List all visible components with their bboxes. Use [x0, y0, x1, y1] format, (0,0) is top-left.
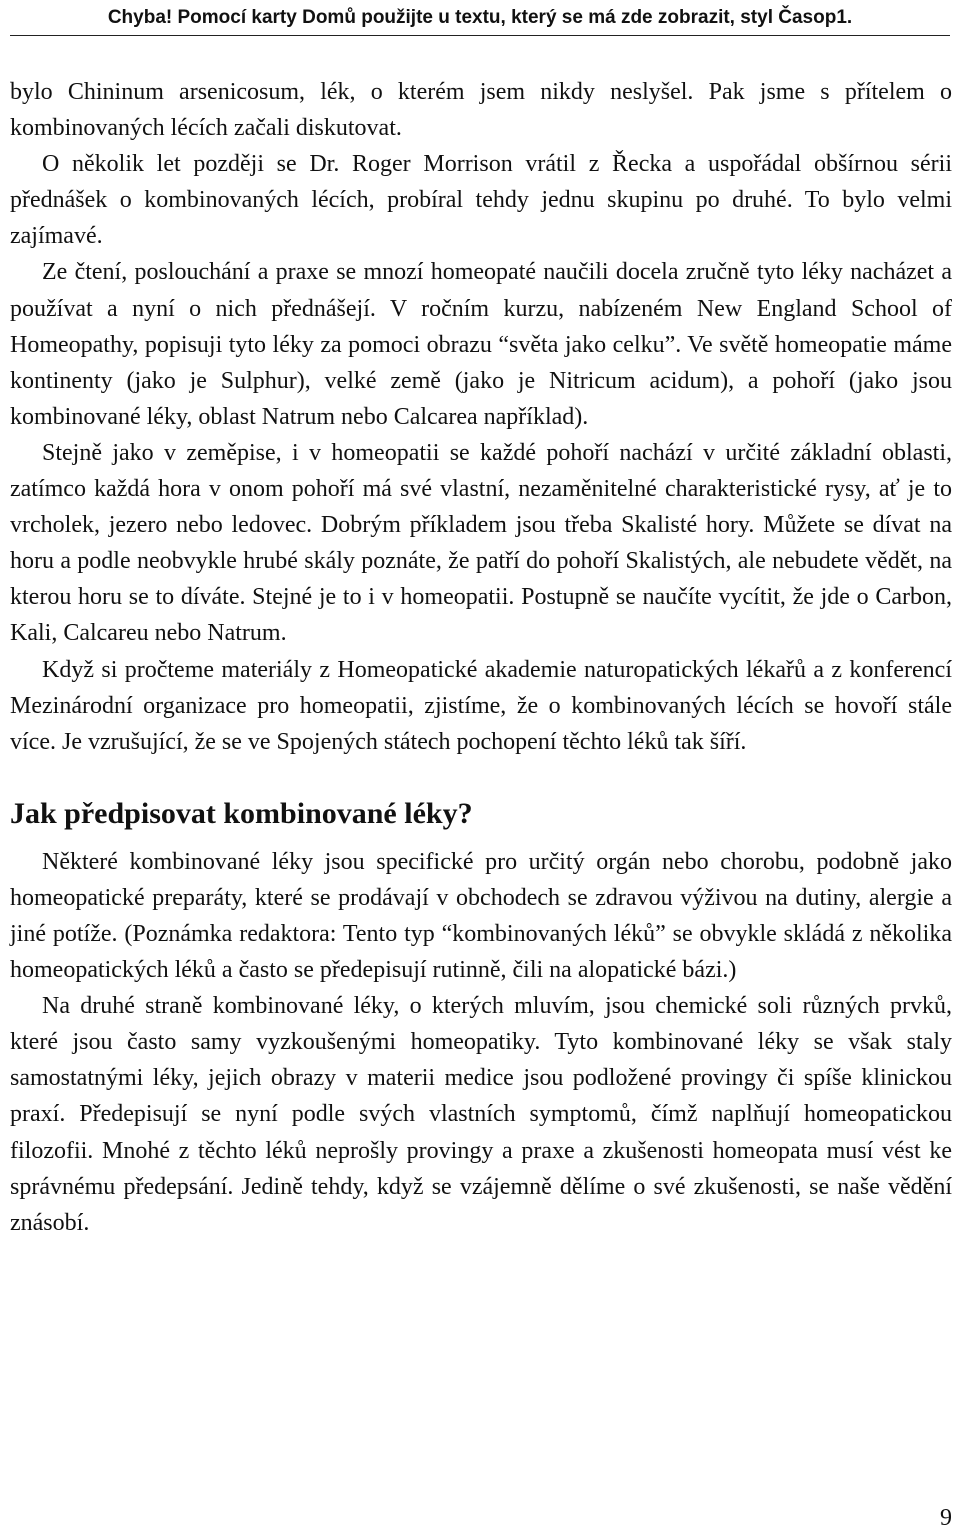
section-paragraph: Některé kombinované léky jsou specifické pro určitý orgán nebo chorobu, podobně jako homeopatické preparáty, které se prodávají v obchodech se zdravou výživou na dutiny, alergie a jiné potíže. (Poznámka redaktora: Tento typ “kombinovaných léků” se obvykle skládá z několika homeopatických léků a často se předepisují rutinně, čili na alopatické bázi.) — [10, 848, 952, 984]
document-body — [10, 74, 952, 1241]
page-number: 9 — [940, 1505, 952, 1531]
paragraph: Když si pročteme materiály z Homeopatické akademie naturopatických lékařů a z konferencí Mezinárodní organizace pro homeopatii, zjistíme, že o kombinovaných lécích se hovoří stále více. Je vzrušující, že se ve Spojených státech pochopení těchto léků tak šíří. — [10, 656, 952, 755]
paragraph: Ze čtení, poslouchání a praxe se mnozí homeopaté naučili docela zručně tyto léky nacházet a používat a nyní o nich přednášejí. V ročním kurzu, nabízeném New England School of Homeopathy, popisuji tyto léky za pomoci obrazu “světa jako celku”. Ve světě homeopatie máme kontinenty (jako je Sulphur), velké země (jako je Nitricum acidum), a pohoří (jako jsou kombinované léky, oblast Natrum nebo Calcarea například). — [10, 259, 952, 430]
paragraph: O několik let později se Dr. Roger Morrison vrátil z Řecka a uspořádal obšírnou sérii přednášek o kombinovaných lécích, probíral tehdy jednu skupinu po druhé. To bylo velmi zajímavé. — [10, 151, 952, 250]
section-heading: Jak předpisovat kombinované léky? — [10, 796, 473, 830]
paragraph: Stejně jako v zeměpise, i v homeopatii se každé pohoří nachází v určité základní oblasti, zatímco každá hora v onom pohoří má své vlastní, nezaměnitelné charakteristické rysy, ať je to vrcholek, jezero nebo ledovec. Dobrým příkladem jsou třeba Skalisté hory. Můžete se dívat na horu a podle neobvykle hrubé skály poznáte, že patří do pohoří Skalistých, ale nebudete vědět, na kterou horu se to díváte. Stejné je to i v homeopatii. Postupně se naučíte vycítit, že jde o Carbon, Kali, Calcareu nebo Natrum. — [10, 439, 952, 647]
section-paragraph: Na druhé straně kombinované léky, o kterých mluvím, jsou chemické soli různých prvků, které jsou často samy vyzkoušenými homeopatiky. Tyto kombinované léky se však staly samostatnými léky, jejich obrazy v materii medice jsou podložené provingy či spíše klinickou praxí. Předepisují se nyní podle svých vlastních symptomů, čímž naplňují homeopatickou filozofii. Mnohé z těchto léků neprošly provingy a praxe a zkušenosti homeopata musí vést ke správnému předepsání. Jedině tehdy, když se vzájemně dělíme o své zkušenosti, se naše vědění znásobí. — [10, 993, 952, 1236]
running-header: Chyba! Pomocí karty Domů použijte u textu, který se má zde zobrazit, styl Časop1. — [10, 4, 950, 36]
paragraph-continuation: bylo Chininum arsenicosum, lék, o kterém jsem nikdy neslyšel. Pak jsme s přítelem o kombinovaných lécích začali diskutovat. — [10, 79, 952, 142]
